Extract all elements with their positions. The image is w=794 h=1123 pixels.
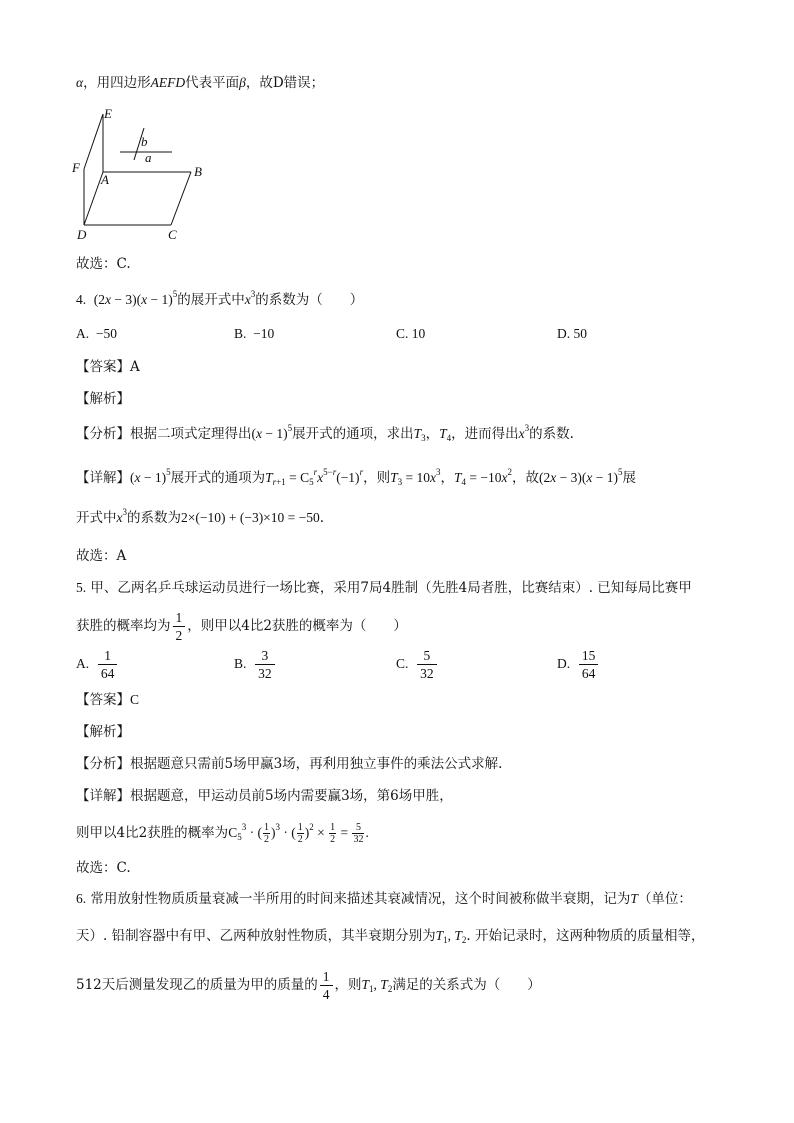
q4-conclusion: 故选：A: [76, 548, 127, 564]
q5-option-c[interactable]: C. $\frac{5}{32}$: [396, 646, 439, 682]
q4-option-d[interactable]: D. 50: [557, 326, 587, 341]
label-b-vertex: B: [194, 164, 202, 179]
label-line-b: b: [141, 134, 148, 149]
q5-answer: 【答案】C: [76, 692, 140, 708]
q4-answer: 【答案】A: [76, 359, 140, 375]
q6-stem-line3: 512天后测量发现乙的质量为甲的质量的 $\frac{1}{4}$ ，则$T_1$, $T_2$满足的关系式为（ ）: [76, 969, 541, 1002]
beta-symbol: β: [239, 75, 246, 90]
q5-stem-line2: 获胜的概率均为 $\frac{1}{2}$ ，则甲以4比2获胜的概率为（ ）: [76, 610, 407, 643]
label-c: C: [168, 227, 177, 242]
q5-xiangjie: 【详解】根据题意，甲运动员前5场内需要赢3场，第6场甲胜，: [76, 788, 453, 804]
q4-xiangjie-cont: 开式中$x^3$的系数为2×(−10) + (−3)×10 = −50.: [76, 507, 325, 526]
q5-option-d[interactable]: D. $\frac{15}{64}$: [557, 646, 600, 682]
q4-fenxi: 【分析】根据二项式定理得出$(x - 1)^5$展开式的通项，求出$T_3$，$T_4$，进而得出$x^3$的系数.: [76, 423, 574, 443]
q6-stem-line1: 6. 常用放射性物质质量衰减一半所用的时间来描述其衰减情况，这个时间被称做半衰期，记为T（单位：: [76, 891, 692, 907]
q5-calculation: 则甲以4比2获胜的概率为$C_5^3$ · ( $\frac{1}{2}$ )$^3$ · ( $\frac{1}{2}$ )$^2$ × $\frac{1}{2}$ = $\frac{5}{32}$ .: [76, 822, 369, 846]
label-e: E: [104, 106, 112, 121]
q4-jiexi: 【解析】: [76, 391, 130, 407]
q5-stem-line1: 5. 甲、乙两名乒乓球运动员进行一场比赛，采用7局4胜制（先胜4局者胜，比赛结束）. 已知每局比赛甲: [76, 580, 692, 596]
q6-stem-line2: 天）. 铅制容器中有甲、乙两种放射性物质，其半衰期分别为$T_1$, $T_2$. 开始记录时，这两种物质的质量相等，: [76, 928, 705, 945]
alpha-symbol: α: [76, 75, 84, 90]
label-line-a: a: [145, 150, 152, 165]
q4-stem: 4. $(2x - 3)(x - 1)^5$的展开式中$x^3$的系数为（ ）: [76, 289, 364, 308]
label-f: F: [72, 160, 80, 175]
geometry-figure: [70, 104, 220, 246]
q5-option-b[interactable]: B. $\frac{3}{32}$: [234, 646, 277, 682]
edge-bc: [171, 172, 191, 225]
q4-option-a[interactable]: A. −50: [76, 326, 117, 341]
q4-option-b[interactable]: B. −10: [234, 326, 275, 341]
edge-ef: [84, 114, 103, 169]
q5-fenxi: 【分析】根据题意只需前5场甲赢3场，再利用独立事件的乘法公式求解.: [76, 756, 503, 772]
label-a: A: [101, 172, 109, 187]
q5-option-a[interactable]: A. $\frac{1}{64}$: [76, 646, 119, 682]
q4-option-c[interactable]: C. 10: [396, 326, 426, 341]
q3-conclusion: 故选：C.: [76, 256, 131, 272]
continuation-line: α，用四边形AEFD代表平面β，故D错误；: [76, 75, 325, 91]
q4-xiangjie: 【详解】$(x - 1)^5$展开式的通项为$T_{r+1} = C_5^rx^{5-r}(-1)^r$，则$T_3 = 10x^3$，$T_4 = -10x^2$，故$(2x - 3)(x - 1)^5$展: [76, 467, 636, 487]
q5-jiexi: 【解析】: [76, 724, 130, 740]
q5-conclusion: 故选：C.: [76, 860, 131, 876]
label-d: D: [77, 227, 87, 242]
